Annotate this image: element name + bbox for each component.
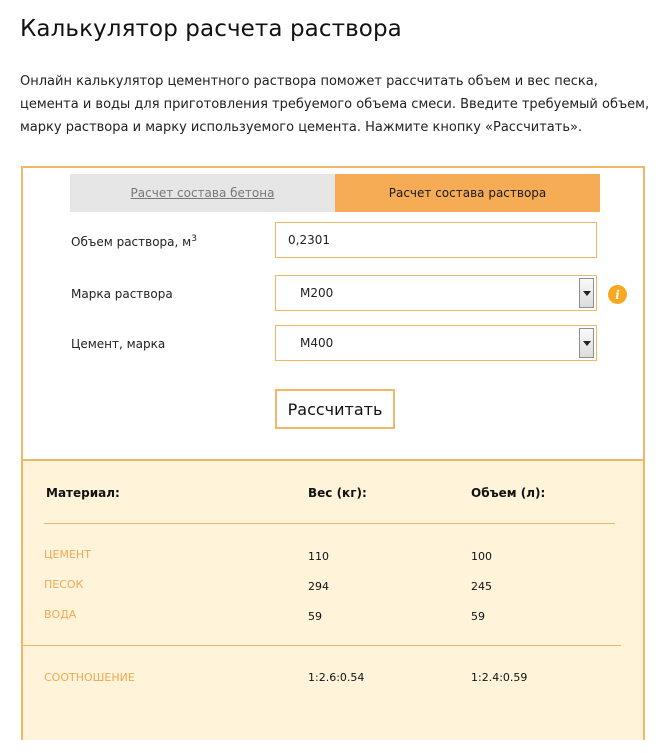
material-weight: 294 bbox=[308, 580, 329, 593]
results-divider bbox=[23, 645, 621, 646]
info-icon[interactable]: i bbox=[608, 285, 627, 304]
header-material: Материал: bbox=[46, 486, 120, 500]
grade-label: Марка раствора bbox=[71, 287, 173, 301]
material-name: ВОДА bbox=[44, 608, 77, 621]
calculate-button[interactable]: Рассчитать bbox=[275, 389, 395, 429]
material-volume: 100 bbox=[471, 550, 492, 563]
chevron-down-icon[interactable] bbox=[579, 278, 594, 308]
volume-unit-superscript: 3 bbox=[191, 234, 197, 244]
calculator-panel bbox=[21, 166, 645, 740]
volume-input[interactable] bbox=[275, 222, 597, 258]
volume-label bbox=[71, 234, 197, 249]
header-volume: Объем (л): bbox=[471, 486, 546, 500]
material-volume: 245 bbox=[471, 580, 492, 593]
ratio-volume: 1:2.4:0.59 bbox=[471, 671, 528, 684]
material-weight: 59 bbox=[308, 610, 322, 623]
tab-concrete[interactable]: Расчет состава бетона bbox=[70, 174, 335, 212]
ratio-name: СООТНОШЕНИЕ bbox=[44, 671, 135, 684]
material-name: ПЕСОК bbox=[44, 578, 84, 591]
material-name: ЦЕМЕНТ bbox=[44, 548, 91, 561]
results-divider bbox=[44, 523, 615, 524]
calculator-tabs bbox=[70, 174, 600, 212]
volume-input-value: 0,2301 bbox=[288, 233, 330, 247]
cement-select[interactable] bbox=[275, 325, 597, 361]
grade-select-value: М200 bbox=[300, 286, 334, 300]
results-panel bbox=[23, 459, 643, 740]
intro-text: Онлайн калькулятор цементного раствора поможет рассчитать объем и вес песка, цемента и воды для приготовления требуемого объема смеси. Введите требуемый объем, марку раствора и марку используемого цемента. Нажмите кнопку «Рассчитать». bbox=[20, 74, 650, 135]
material-weight: 110 bbox=[308, 550, 329, 563]
ratio-weight: 1:2.6:0.54 bbox=[308, 671, 365, 684]
cement-label: Цемент, марка bbox=[71, 337, 166, 351]
grade-select[interactable] bbox=[275, 275, 597, 311]
material-volume: 59 bbox=[471, 610, 485, 623]
cement-select-value: М400 bbox=[300, 336, 334, 350]
volume-label-text: Объем раствора, м bbox=[71, 235, 192, 249]
header-weight: Вес (кг): bbox=[308, 486, 367, 500]
page-title: Калькулятор расчета раствора bbox=[20, 16, 402, 42]
tab-mortar[interactable]: Расчет состава раствора bbox=[335, 174, 600, 212]
chevron-down-icon[interactable] bbox=[579, 328, 594, 358]
